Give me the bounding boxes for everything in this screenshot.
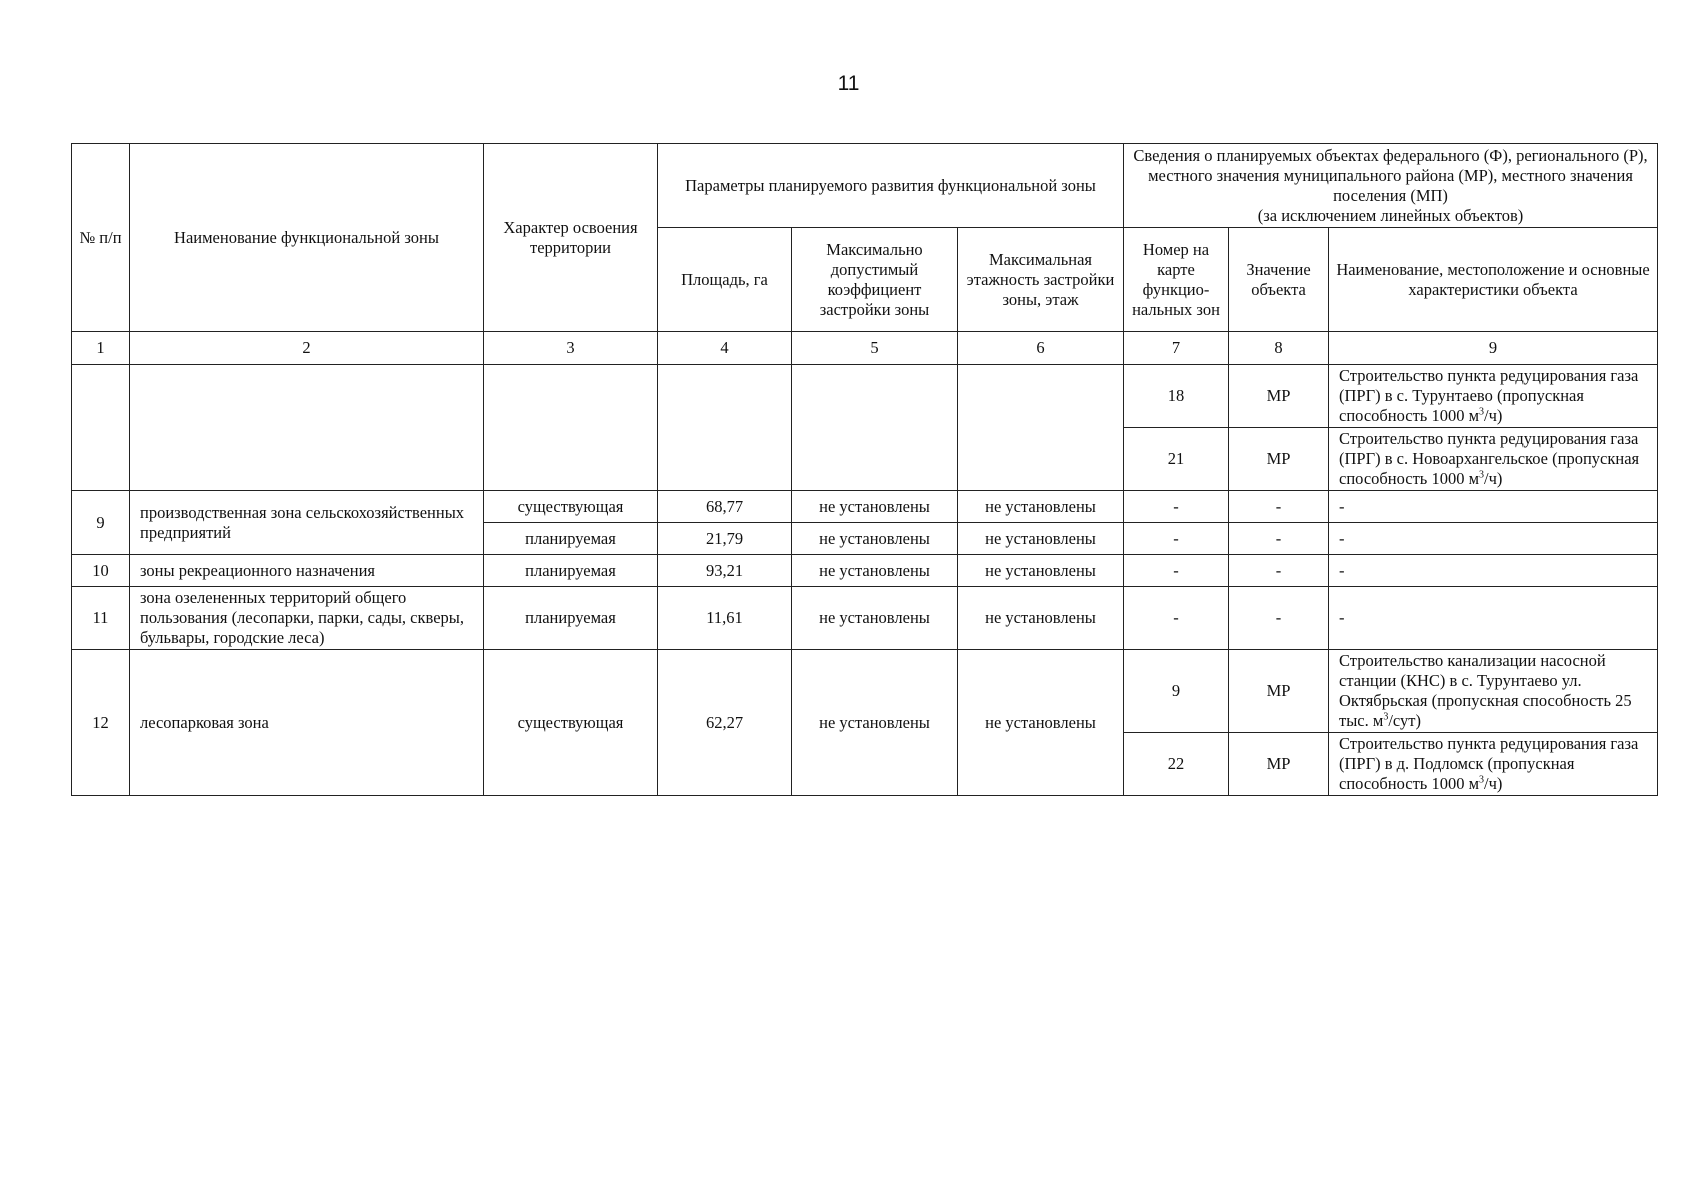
cell-coef: не установлены (792, 650, 958, 796)
cell-floors: не установлены (958, 650, 1124, 796)
cell-map-number: 22 (1124, 733, 1229, 796)
cell-object-description: Строительство пункта редуцирования газа (ПРГ) в с. Турунтаево (пропускная способность 1000 $м^3/ч$) (1329, 365, 1658, 428)
cell-significance: МР (1229, 365, 1329, 428)
header-zone-name: Наименование функциональной зоны (130, 144, 484, 332)
header-coef: Максимально допустимый коэффициент застройки зоны (792, 228, 958, 332)
column-number: 8 (1229, 332, 1329, 365)
cell-area: 11,61 (658, 587, 792, 650)
column-numbers-row (72, 332, 1658, 365)
header-num: № п/п (72, 144, 130, 332)
cell-empty (72, 365, 130, 491)
cell-significance: МР (1229, 733, 1329, 796)
cell-coef: не установлены (792, 555, 958, 587)
cell-coef: не установлены (792, 491, 958, 523)
page-number: 11 (837, 72, 860, 95)
cell-floors: не установлены (958, 587, 1124, 650)
cell-map-number: - (1124, 523, 1229, 555)
cell-object-description: - (1329, 587, 1658, 650)
cell-coef: не установлены (792, 523, 958, 555)
column-number: 1 (72, 332, 130, 365)
table-row (72, 555, 1658, 587)
cell-significance: МР (1229, 650, 1329, 733)
cell-empty (484, 365, 658, 491)
cell-empty (658, 365, 792, 491)
cell-floors: не установлены (958, 523, 1124, 555)
cell-area: 68,77 (658, 491, 792, 523)
cell-object-description: Строительство пункта редуцирования газа (ПРГ) в д. Подломск (пропускная способность 1000 $м^3/ч$) (1329, 733, 1658, 796)
cell-significance: - (1229, 587, 1329, 650)
cell-character: планируемая (484, 523, 658, 555)
column-number: 9 (1329, 332, 1658, 365)
header-objects-group-note: (за исключением линейных объектов) (1257, 205, 1524, 225)
header-objects-group (1124, 144, 1658, 228)
cell-significance: - (1229, 491, 1329, 523)
table-row (72, 491, 1658, 523)
header-map-number: Номер на карте функцио-нальных зон (1124, 228, 1229, 332)
cell-object-description: Строительство пункта редуцирования газа (ПРГ) в с. Новоархангельское (пропускная способность 1000 $м^3/ч$) (1329, 428, 1658, 491)
column-number: 6 (958, 332, 1124, 365)
cell-significance: - (1229, 555, 1329, 587)
cell-zone-num: 10 (72, 555, 130, 587)
column-number: 5 (792, 332, 958, 365)
header-row-1 (72, 144, 1658, 228)
cell-empty (130, 365, 484, 491)
cell-empty (792, 365, 958, 491)
cell-object-description: - (1329, 555, 1658, 587)
table-row (72, 650, 1658, 733)
cell-map-number: - (1124, 587, 1229, 650)
cell-zone-name: лесопарковая зона (130, 650, 484, 796)
cell-zone-num: 12 (72, 650, 130, 796)
cell-floors: не установлены (958, 491, 1124, 523)
cell-object-description: Строительство канализации насосной станции (КНС) в с. Турунтаево ул. Октябрьская (пропускная способность 25 тыс. $м^3/сут$) (1329, 650, 1658, 733)
cell-map-number: 9 (1124, 650, 1229, 733)
cell-coef: не установлены (792, 587, 958, 650)
table-row (72, 587, 1658, 650)
header-significance: Значение объекта (1229, 228, 1329, 332)
cell-area: 62,27 (658, 650, 792, 796)
cell-character: планируемая (484, 587, 658, 650)
header-objects-group-text: Сведения о планируемых объектах федерального (Ф), регионального (Р), местного значения муниципального района (МР), местного значения поселения (МП) (1133, 145, 1648, 205)
header-character: Характер освоения территории (484, 144, 658, 332)
cell-map-number: - (1124, 555, 1229, 587)
header-floors: Максимальная этажность застройки зоны, этаж (958, 228, 1124, 332)
cell-significance: МР (1229, 428, 1329, 491)
cell-map-number: 21 (1124, 428, 1229, 491)
cell-zone-num: 9 (72, 491, 130, 555)
cell-zone-name: производственная зона сельскохозяйственных предприятий (130, 491, 484, 555)
cell-object-description: - (1329, 491, 1658, 523)
column-number: 7 (1124, 332, 1229, 365)
header-description: Наименование, местоположение и основные характеристики объекта (1329, 228, 1658, 332)
cell-area: 21,79 (658, 523, 792, 555)
cell-zone-name: зоны рекреационного назначения (130, 555, 484, 587)
cell-zone-num: 11 (72, 587, 130, 650)
cell-map-number: - (1124, 491, 1229, 523)
cell-area: 93,21 (658, 555, 792, 587)
table-row (72, 365, 1658, 428)
cell-floors: не установлены (958, 555, 1124, 587)
column-number: 4 (658, 332, 792, 365)
cell-character: существующая (484, 491, 658, 523)
cell-character: планируемая (484, 555, 658, 587)
cell-object-description: - (1329, 523, 1658, 555)
column-number: 3 (484, 332, 658, 365)
header-area: Площадь, га (658, 228, 792, 332)
column-number: 2 (130, 332, 484, 365)
header-params-group: Параметры планируемого развития функциональной зоны (658, 144, 1124, 228)
functional-zones-table (71, 143, 1658, 796)
cell-character: существующая (484, 650, 658, 796)
cell-map-number: 18 (1124, 365, 1229, 428)
cell-significance: - (1229, 523, 1329, 555)
cell-zone-name: зона озелененных территорий общего пользования (лесопарки, парки, сады, скверы, бульвары, городские леса) (130, 587, 484, 650)
cell-empty (958, 365, 1124, 491)
